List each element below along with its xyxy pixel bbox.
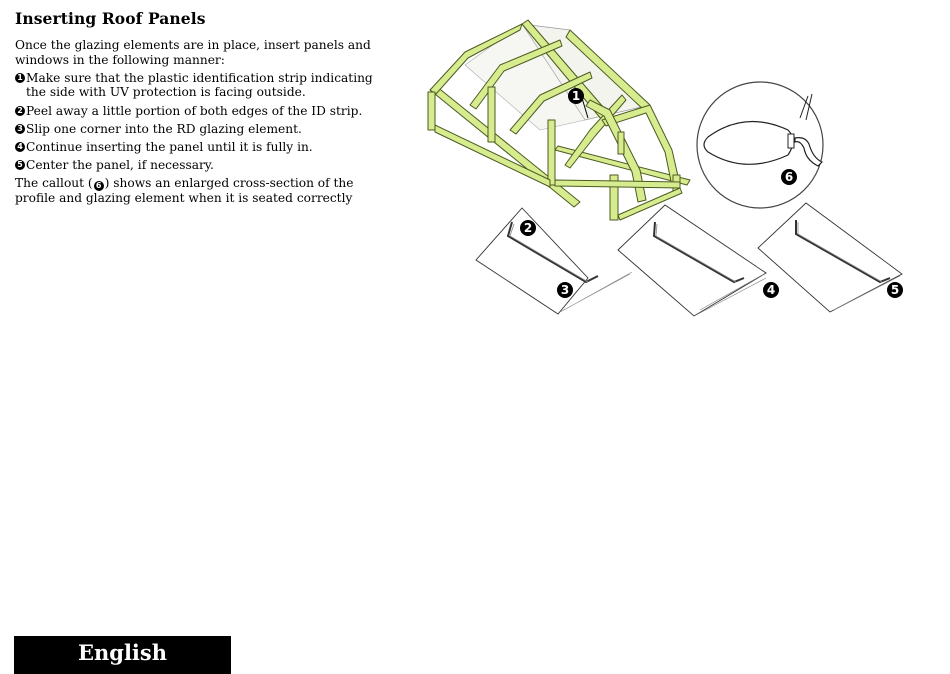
intro-text: Once the glazing elements are in place, insert panels and windows in the following manner: — [15, 38, 371, 67]
panel-step-2-3 — [476, 208, 632, 314]
panel-step-5 — [758, 203, 903, 312]
step-text: Continue inserting the panel until it is fully in. — [26, 139, 313, 154]
greenhouse-frame — [428, 20, 690, 220]
step-number-badge: 3 — [15, 124, 25, 134]
step-text: Center the panel, if necessary. — [26, 158, 214, 173]
svg-text:6: 6 — [784, 170, 794, 184]
svg-text:1: 1 — [571, 89, 581, 103]
step-text: Make sure that the plastic identification strip indicating the side with UV protection is facing outside. — [26, 70, 373, 100]
step-number-badge: 4 — [15, 142, 25, 152]
step-text: Slip one corner into the RD glazing element. — [26, 121, 302, 136]
svg-text:4: 4 — [766, 283, 776, 297]
step-2 — [15, 104, 375, 119]
assembly-illustration — [410, 10, 910, 330]
svg-text:3: 3 — [560, 283, 570, 297]
step-3 — [15, 122, 375, 137]
step-number-badge: 1 — [15, 73, 25, 83]
callout-text-after: ) shows an enlarged cross-section of the profile and glazing element when it is seated correctly — [15, 176, 354, 206]
language-tab: English — [14, 636, 231, 674]
cross-section-detail — [697, 82, 823, 208]
step-number-badge: 2 — [15, 106, 25, 116]
svg-text:5: 5 — [890, 283, 900, 297]
callout-text-before: The callout ( — [15, 176, 93, 191]
callout-number-badge: 6 — [94, 181, 104, 191]
instructions — [15, 38, 375, 210]
svg-text:2: 2 — [523, 221, 533, 235]
callout-text — [15, 176, 375, 206]
page-title: Inserting Roof Panels — [15, 9, 206, 28]
step-1 — [15, 71, 375, 100]
step-text: Peel away a little portion of both edges of the ID strip. — [26, 103, 363, 118]
step-5 — [15, 158, 375, 173]
panel-step-4 — [618, 205, 779, 316]
step-4 — [15, 140, 375, 155]
step-number-badge: 5 — [15, 160, 25, 170]
